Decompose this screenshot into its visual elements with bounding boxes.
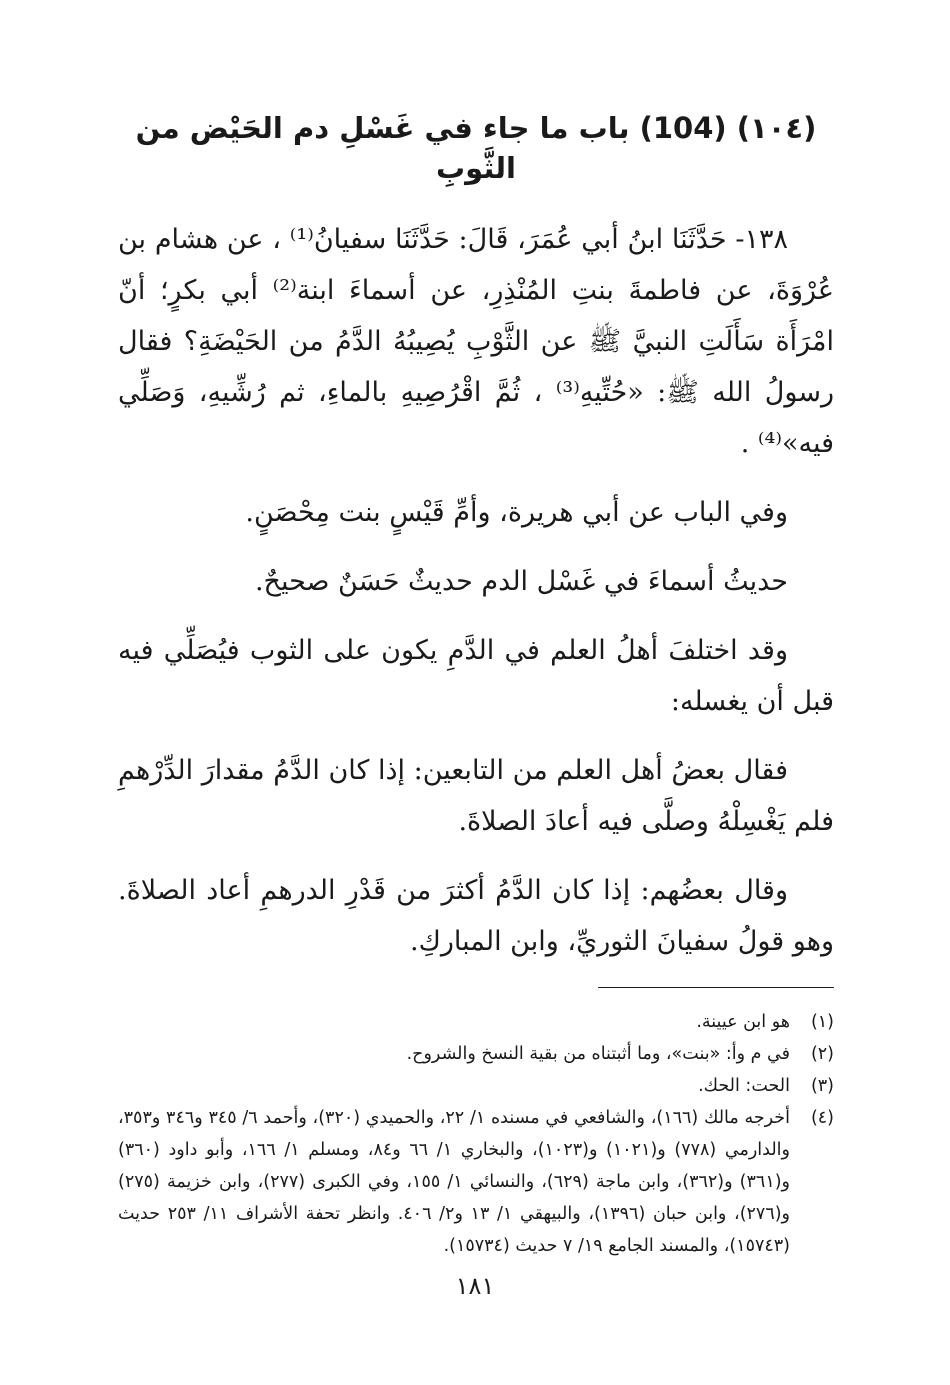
scholars-disagreement-paragraph: وقد اختلفَ أهلُ العلم في الدَّمِ يكون على الثوب فيُصَلِّي فيه قبل أن يغسله: bbox=[118, 635, 834, 717]
footnote-number: (٢) bbox=[810, 1044, 834, 1064]
footnote bbox=[118, 1038, 834, 1070]
footnote-number: (٣) bbox=[810, 1076, 834, 1096]
footnote-number: (١) bbox=[810, 1012, 834, 1032]
footnote bbox=[118, 1006, 834, 1038]
footnote-text: أخرجه مالك (١٦٦)، والشافعي في مسنده ١/ ٢٢، والحميدي (٣٢٠)، وأحمد ٦/ ٣٤٥ و٣٤٦ و٣٥٣، والدارمي (٧٧٨) و(١٠٢١) و(١٠٢٣)، والبخاري ١/ ٦٦ و٨٤، ومسلم ١/ ١٦٦، وأبو داود (٣٦٠) و(٣٦١) و(٣٦٢)، وابن ماجة (٦٢٩)، والنسائي ١/ ١٥٥، وفي الكبرى (٢٧٧)، وابن خزيمة (٢٧٥) و(٢٧٦)، وابن حبان (١٣٩٦)، والبيهقي ١/ ١٣ و٢/ ٤٠٦. وانظر تحفة الأشراف ١١/ ٢٥٣ حديث (١٥٧٤٣)، والمسند الجامع ١٩/ ٧ حديث (١٥٧٣٤). bbox=[118, 1108, 791, 1256]
footnote-text: الحت: الحك. bbox=[698, 1076, 790, 1096]
page-number: ١٨١ bbox=[455, 1272, 495, 1300]
grading-paragraph: حديثُ أسماءَ في غَسْل الدم حديثٌ حَسَنٌ صحيحٌ. bbox=[254, 566, 788, 597]
footnote bbox=[118, 1070, 834, 1102]
chapter-title: (١٠٤) (104) باب ما جاء في غَسْلِ دم الحَيْض من الثَّوبِ bbox=[135, 111, 817, 185]
footnote-text: في م وأ: «بنت»، وما أثبتناه من بقية النسخ والشروح. bbox=[406, 1044, 790, 1064]
second-opinion-paragraph: وقال بعضُهم: إذا كان الدَّمُ أكثرَ من قَدْرِ الدرهمِ أعاد الصلاةَ. وهو قولُ سفيانَ الثوريِّ، وابن المباركِ. bbox=[118, 875, 834, 957]
first-opinion-paragraph: فقال بعضُ أهل العلم من التابعين: إذا كان الدَّمُ مقدارَ الدِّرْهمِ فلم يَغْسِلْهُ وصلَّى فيه أعادَ الصلاةَ. bbox=[118, 755, 834, 837]
footnote-text: هو ابن عيينة. bbox=[696, 1012, 790, 1032]
footnote bbox=[118, 1102, 834, 1262]
footnote-number: (٤) bbox=[810, 1108, 834, 1128]
chapter-note-paragraph: وفي الباب عن أبي هريرة، وأمِّ قَيْسٍ بنت مِحْصَنٍ. bbox=[245, 497, 788, 528]
page-body bbox=[118, 100, 834, 1262]
footnote-divider bbox=[598, 987, 834, 988]
hadith-paragraph: ١٣٨- حَدَّثَنَا ابنُ أبي عُمَرَ، قَالَ: حَدَّثَنَا سفيانُ⁽¹⁾ ، عن هشام بن عُرْوَةَ، عن فاطمةَ بنتِ المُنْذِرِ، عن أسماءَ ابنة⁽²⁾ أبي بكرٍ؛ أنّ امْرَأَة سَأَلَتِ النبيَّ ﷺ عن الثَّوْبِ يُصِيبُهُ الدَّمُ من الحَيْضَةِ؟ فقال رسولُ الله ﷺ: «حُتِّيهِ⁽³⁾ ، ثُمَّ اقْرُصِيهِ بالماءِ، ثم رُشِّيهِ، وَصَلِّي فيه»⁽⁴⁾ . bbox=[118, 224, 835, 459]
